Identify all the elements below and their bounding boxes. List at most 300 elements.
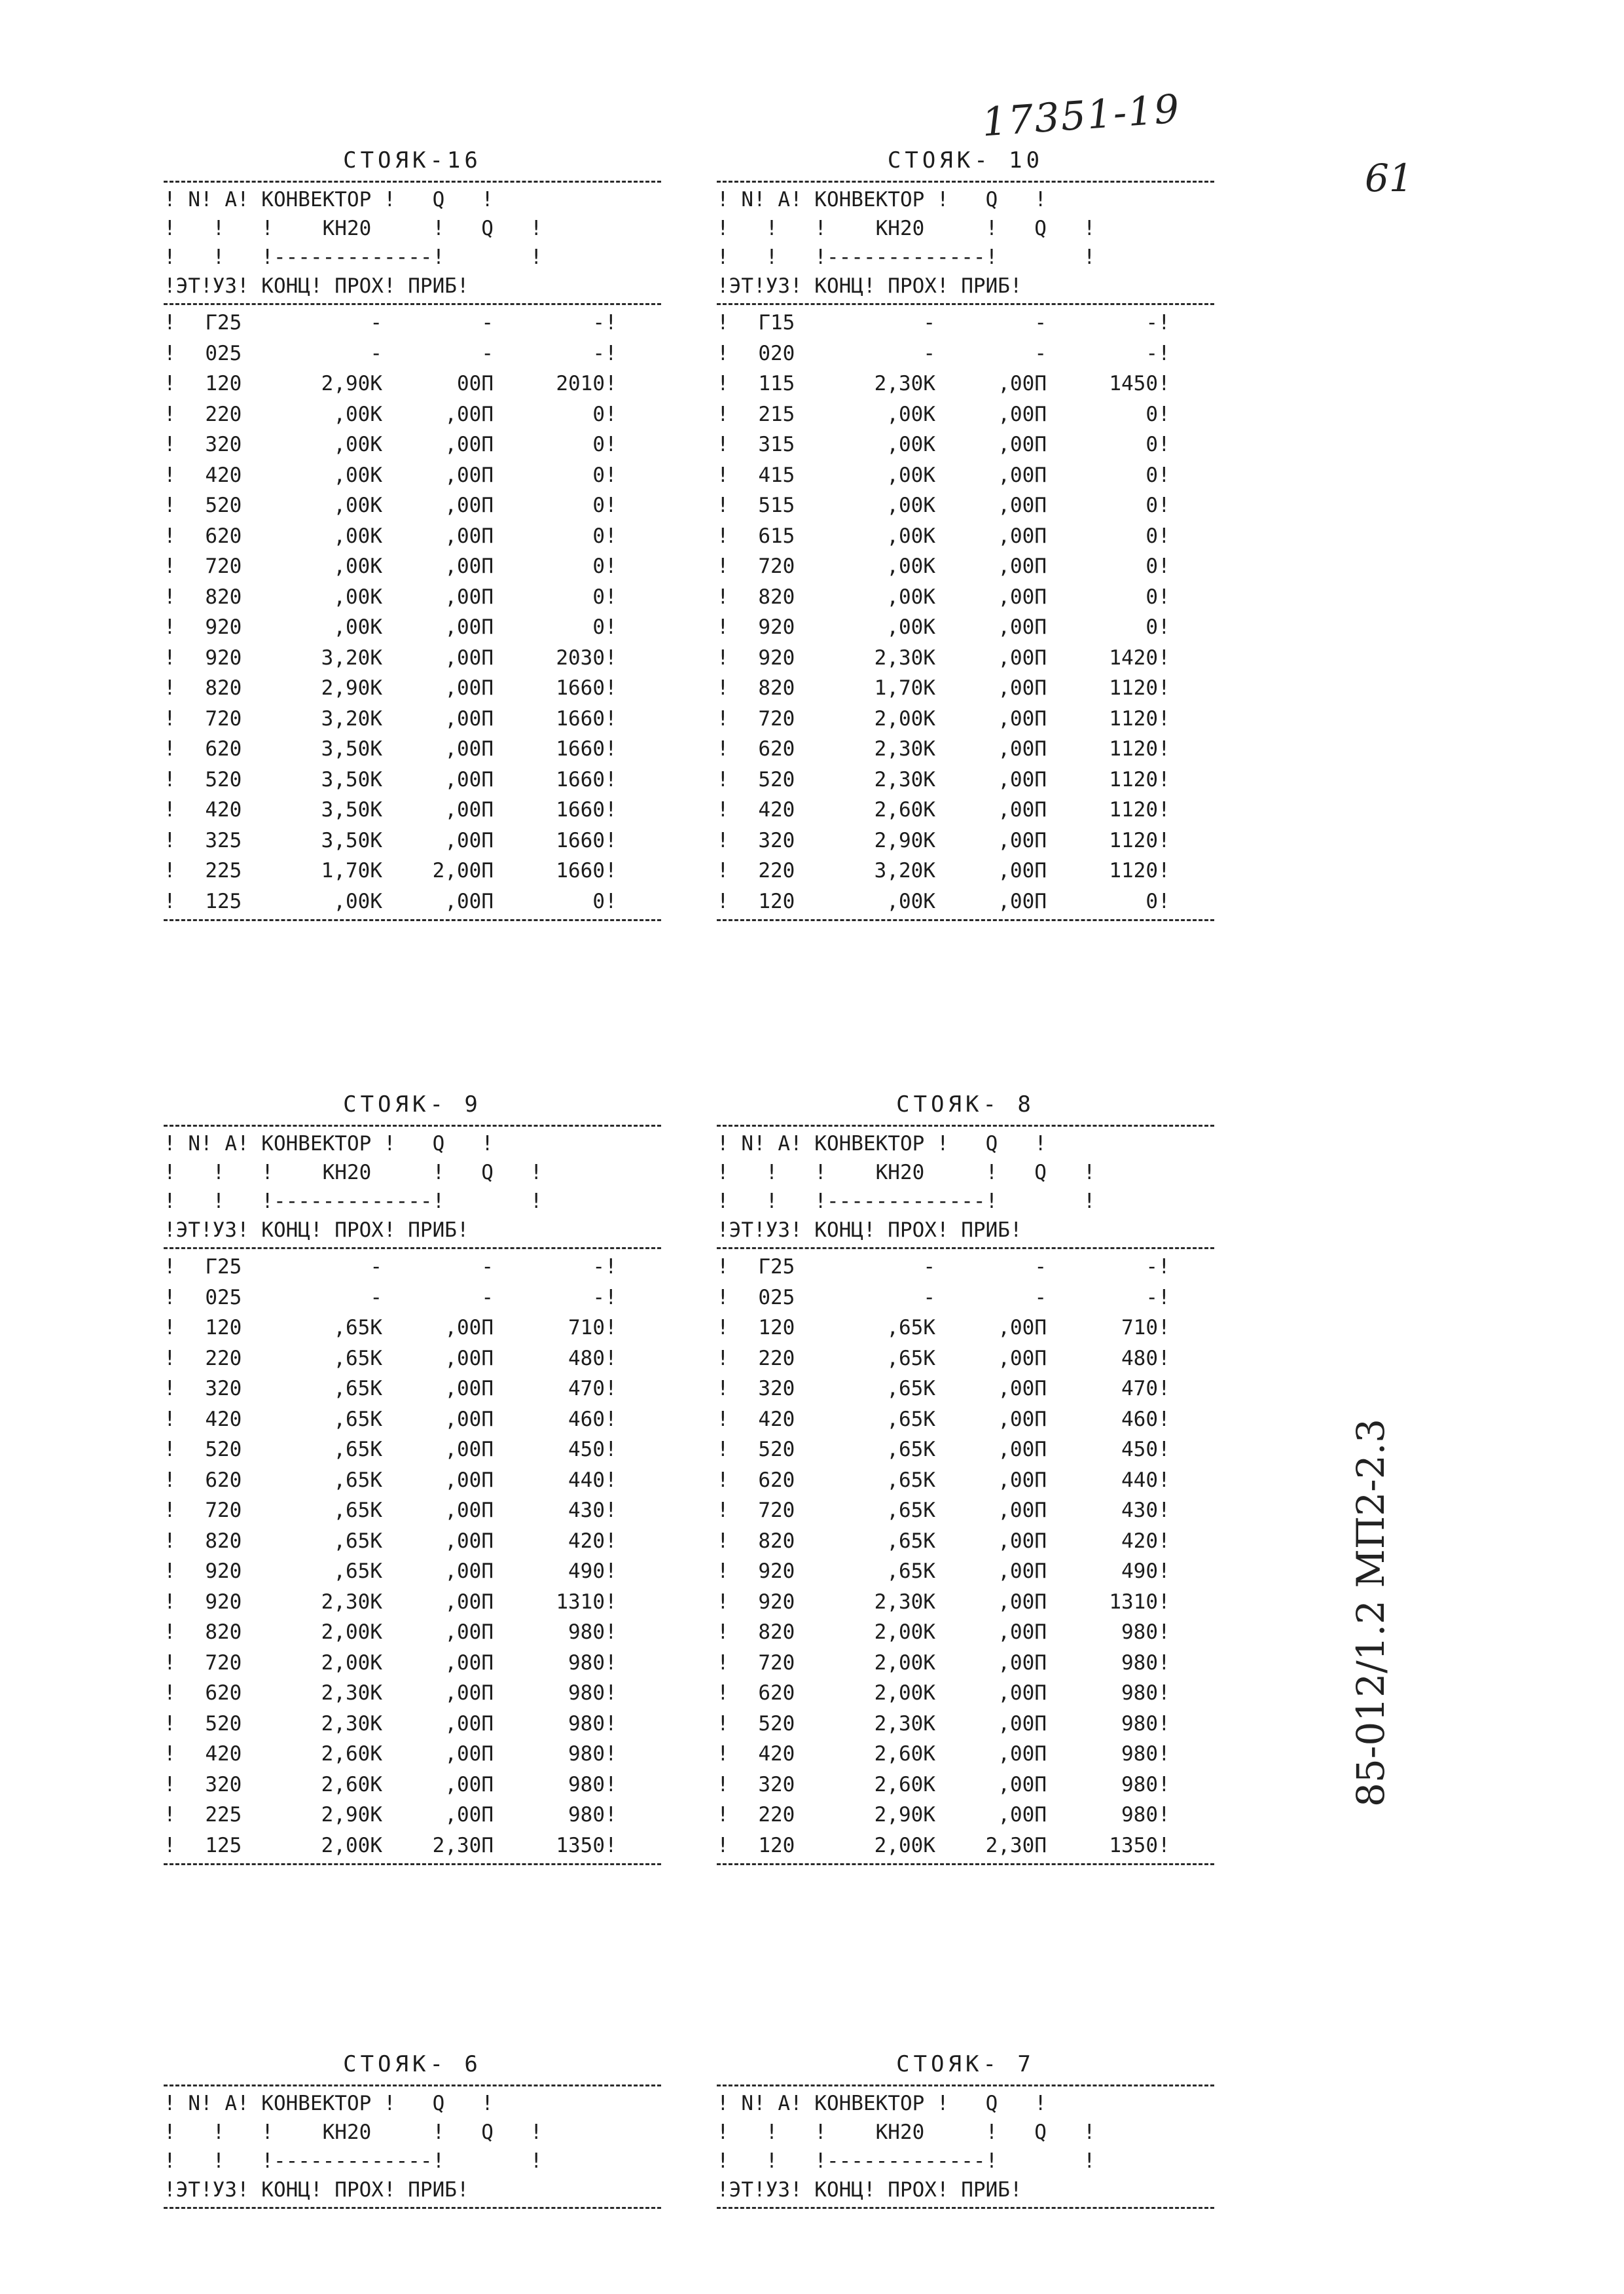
dashed-rule	[164, 303, 661, 305]
cell-floor: 8	[205, 1620, 217, 1644]
table-row	[164, 1800, 661, 1830]
row-pipe: !	[1158, 1833, 1170, 1857]
cell-node: 20	[217, 1407, 242, 1431]
cell-floor: 9	[205, 615, 217, 639]
cell-prib: 480	[1121, 1346, 1158, 1370]
row-pipe: !	[164, 311, 176, 335]
cell-node: 20	[217, 1742, 242, 1766]
cell-proh: ,00П	[444, 433, 494, 456]
cell-konc: 3,50К	[321, 828, 382, 852]
cell-proh: -	[481, 341, 494, 365]
cell-konc: -	[923, 311, 935, 335]
cell-floor: 9	[758, 1559, 770, 1583]
cell-floor: 7	[205, 1499, 217, 1522]
cell-prib: 490	[568, 1559, 605, 1583]
table-row	[717, 643, 1214, 674]
row-pipe: !	[717, 1772, 729, 1796]
row-pipe: !	[605, 798, 617, 822]
table-row	[164, 643, 661, 674]
row-pipe: !	[164, 341, 176, 365]
cell-proh: ,00П	[444, 1316, 494, 1339]
table-row	[164, 1526, 661, 1557]
row-pipe: !	[605, 1529, 617, 1553]
cell-floor: 2	[205, 859, 217, 883]
cell-prib: 980	[1121, 1681, 1158, 1705]
row-pipe: !	[1158, 1681, 1170, 1705]
row-pipe: !	[1158, 676, 1170, 700]
row-pipe: !	[1158, 555, 1170, 578]
row-pipe: !	[605, 585, 617, 609]
cell-prib: 1660	[556, 676, 605, 700]
cell-node: 25	[217, 311, 242, 335]
cell-node: 20	[217, 1316, 242, 1339]
cell-prib: 980	[1121, 1711, 1158, 1736]
cell-konc: 2,00К	[321, 1620, 382, 1644]
cell-floor: 6	[205, 1468, 217, 1492]
cell-node: 20	[770, 1438, 795, 1461]
cell-node: 20	[217, 1620, 242, 1644]
cell-prib: 1120	[1109, 859, 1158, 883]
row-pipe: !	[605, 859, 617, 883]
cell-node: 20	[770, 1742, 795, 1766]
cell-floor: 3	[758, 1377, 770, 1400]
cell-proh: ,00П	[998, 1681, 1047, 1705]
cell-floor: 4	[758, 1742, 770, 1766]
cell-konc: 2,60К	[321, 1742, 382, 1766]
dashed-rule	[717, 1125, 1214, 1127]
cell-floor: 3	[205, 1377, 217, 1400]
cell-konc: ,00К	[333, 402, 382, 426]
table-row	[164, 1495, 661, 1526]
cell-prib: 1450	[1109, 372, 1158, 395]
cell-konc: 2,90К	[321, 1803, 382, 1827]
header-line-1: ! N! A! КОНВЕКТОР ! Q !	[164, 188, 494, 211]
cell-node: 25	[217, 828, 242, 852]
cell-proh: ,00П	[998, 585, 1047, 609]
row-pipe: !	[164, 494, 176, 517]
cell-proh: ,00П	[444, 1377, 494, 1400]
dashed-rule	[717, 2085, 1214, 2086]
cell-node: 20	[770, 646, 795, 670]
row-pipe: !	[1158, 1468, 1170, 1492]
row-pipe: !	[164, 372, 176, 395]
cell-floor: 2	[758, 1346, 770, 1370]
cell-prib: 1660	[556, 828, 605, 852]
header-line-1: ! N! A! КОНВЕКТОР ! Q !	[717, 1132, 1047, 1156]
row-pipe: !	[1158, 1255, 1170, 1279]
cell-prib: 1120	[1109, 706, 1158, 731]
row-pipe: !	[1158, 646, 1170, 670]
row-pipe: !	[1158, 1650, 1170, 1675]
cell-node: 15	[770, 402, 795, 426]
cell-proh: ,00П	[444, 1559, 494, 1583]
cell-prib: 0	[592, 585, 605, 609]
row-pipe: !	[605, 1468, 617, 1492]
row-pipe: !	[1158, 1346, 1170, 1370]
cell-konc: ,65К	[886, 1377, 935, 1400]
cell-konc: ,00К	[886, 585, 935, 609]
row-pipe: !	[605, 311, 617, 335]
row-pipe: !	[164, 585, 176, 609]
cell-node: 20	[217, 402, 242, 426]
cell-prib: 1660	[556, 859, 605, 883]
cell-prib: 0	[1146, 555, 1158, 578]
cell-prib: 470	[1121, 1377, 1158, 1400]
cell-prib: 0	[1146, 889, 1158, 913]
dashed-rule	[164, 1863, 661, 1865]
cell-node: 20	[770, 1772, 795, 1796]
cell-floor: 2	[205, 1346, 217, 1370]
table-row	[164, 369, 661, 399]
cell-floor: 8	[758, 676, 770, 700]
header-line-1: ! N! A! КОНВЕКТОР ! Q !	[717, 188, 1047, 211]
row-pipe: !	[605, 402, 617, 426]
cell-proh: ,00П	[998, 555, 1047, 578]
cell-floor: 9	[205, 1559, 217, 1583]
cell-floor: 7	[205, 706, 217, 731]
row-pipe: !	[1158, 1316, 1170, 1339]
cell-floor: 6	[205, 737, 217, 761]
cell-proh: ,00П	[998, 402, 1047, 426]
cell-proh: ,00П	[444, 798, 494, 822]
table-row	[717, 704, 1214, 735]
cell-proh: ,00П	[444, 1772, 494, 1796]
table-stoyak-7	[717, 2048, 1214, 2212]
cell-konc: 2,30К	[321, 1711, 382, 1736]
cell-floor: 4	[758, 463, 770, 487]
table-row	[717, 1556, 1214, 1587]
cell-konc: 2,60К	[321, 1772, 382, 1796]
table-row	[717, 1495, 1214, 1526]
cell-proh: ,00П	[998, 798, 1047, 822]
cell-proh: ,00П	[998, 706, 1047, 731]
row-pipe: !	[717, 433, 729, 456]
table-row	[717, 1404, 1214, 1435]
cell-node: 20	[770, 1377, 795, 1400]
row-pipe: !	[164, 1438, 176, 1461]
cell-floor: 7	[758, 1650, 770, 1675]
cell-floor: 6	[758, 1681, 770, 1705]
cell-proh: ,00П	[444, 1620, 494, 1644]
row-pipe: !	[164, 737, 176, 761]
cell-node: 20	[770, 859, 795, 883]
table-stoyak-16	[164, 144, 661, 924]
dashed-rule	[164, 2085, 661, 2086]
row-pipe: !	[605, 1803, 617, 1827]
row-pipe: !	[605, 524, 617, 548]
table-row	[717, 1526, 1214, 1557]
cell-prib: -	[1146, 311, 1158, 335]
cell-floor: 1	[205, 1833, 217, 1857]
table-row	[164, 308, 661, 338]
cell-node: 20	[217, 372, 242, 395]
row-pipe: !	[605, 646, 617, 670]
cell-proh: ,00П	[444, 828, 494, 852]
row-pipe: !	[1158, 372, 1170, 395]
cell-konc: 2,90К	[874, 828, 935, 852]
row-pipe: !	[605, 1711, 617, 1736]
cell-proh: ,00П	[998, 1468, 1047, 1492]
table-row	[164, 1434, 661, 1465]
cell-node: 20	[217, 646, 242, 670]
table-row	[717, 886, 1214, 917]
dashed-rule	[717, 919, 1214, 921]
cell-node: 15	[770, 372, 795, 395]
row-pipe: !	[1158, 585, 1170, 609]
row-pipe: !	[1158, 1377, 1170, 1400]
table-row	[164, 1678, 661, 1709]
cell-node: 20	[217, 1377, 242, 1400]
cell-prib: 710	[1121, 1316, 1158, 1339]
cell-floor: 7	[758, 1499, 770, 1522]
row-pipe: !	[164, 889, 176, 913]
cell-konc: 3,20К	[321, 706, 382, 731]
row-pipe: !	[164, 433, 176, 456]
cell-proh: ,00П	[444, 1346, 494, 1370]
cell-proh: ,00П	[998, 524, 1047, 548]
cell-proh: ,00П	[998, 859, 1047, 883]
cell-floor: 5	[758, 494, 770, 517]
dashed-rule	[717, 181, 1214, 183]
cell-node: 20	[217, 615, 242, 639]
cell-floor: 6	[758, 524, 770, 548]
row-pipe: !	[717, 706, 729, 731]
cell-konc: 2,90К	[321, 372, 382, 395]
cell-proh: ,00П	[998, 1407, 1047, 1431]
row-pipe: !	[164, 402, 176, 426]
row-pipe: !	[164, 1255, 176, 1279]
cell-floor: 2	[758, 859, 770, 883]
cell-konc: ,65К	[333, 1377, 382, 1400]
row-pipe: !	[717, 1407, 729, 1431]
cell-floor: 7	[205, 555, 217, 578]
dashed-rule	[717, 1863, 1214, 1865]
cell-proh: ,00П	[444, 737, 494, 761]
table-row	[717, 1770, 1214, 1800]
cell-proh: ,00П	[998, 1438, 1047, 1461]
cell-floor: 8	[205, 676, 217, 700]
cell-proh: ,00П	[444, 555, 494, 578]
cell-floor: 7	[758, 555, 770, 578]
cell-konc: 3,50К	[321, 737, 382, 761]
header-line-3: ! ! !-------------! !	[164, 2149, 543, 2173]
cell-prib: 1660	[556, 706, 605, 731]
cell-konc: -	[370, 1285, 382, 1309]
cell-prib: 980	[568, 1681, 605, 1705]
row-pipe: !	[164, 828, 176, 852]
table-row	[164, 429, 661, 460]
cell-prib: 0	[1146, 433, 1158, 456]
cell-node: 20	[217, 1590, 242, 1614]
cell-prib: 2030	[556, 646, 605, 670]
cell-konc: 2,30К	[874, 646, 935, 670]
cell-prib: -	[592, 311, 605, 335]
header-line-1: ! N! A! КОНВЕКТОР ! Q !	[164, 2092, 494, 2115]
row-pipe: !	[164, 1316, 176, 1339]
row-pipe: !	[164, 1620, 176, 1644]
cell-node: 20	[770, 1650, 795, 1675]
cell-node: 20	[770, 1803, 795, 1827]
cell-konc: 2,30К	[874, 737, 935, 761]
cell-floor: 9	[205, 1590, 217, 1614]
cell-floor: 4	[758, 798, 770, 822]
header-line-2: ! ! ! КН20 ! Q !	[717, 1161, 1096, 1184]
cell-proh: ,00П	[444, 463, 494, 487]
cell-prib: 1310	[556, 1590, 605, 1614]
cell-konc: ,00К	[333, 889, 382, 913]
row-pipe: !	[164, 1468, 176, 1492]
row-pipe: !	[605, 1255, 617, 1279]
cell-prib: 420	[568, 1529, 605, 1553]
cell-floor: 4	[205, 1742, 217, 1766]
cell-prib: 980	[568, 1650, 605, 1675]
cell-floor: 1	[205, 372, 217, 395]
header-line-2: ! ! ! КН20 ! Q !	[717, 217, 1096, 240]
header-line-4: !ЭТ!УЗ! КОНЦ! ПРОХ! ПРИБ!	[164, 1218, 469, 1242]
row-pipe: !	[605, 1285, 617, 1309]
cell-node: 25	[217, 341, 242, 365]
cell-node: 20	[770, 1316, 795, 1339]
cell-floor: 8	[758, 1620, 770, 1644]
table-row	[164, 582, 661, 613]
cell-floor: 4	[758, 1407, 770, 1431]
cell-proh: -	[481, 311, 494, 335]
row-pipe: !	[717, 341, 729, 365]
row-pipe: !	[164, 1772, 176, 1796]
row-pipe: !	[164, 463, 176, 487]
cell-floor: 3	[205, 828, 217, 852]
row-pipe: !	[605, 372, 617, 395]
table-stoyak-6	[164, 2048, 661, 2212]
cell-proh: -	[1034, 341, 1047, 365]
cell-node: 20	[217, 1711, 242, 1736]
cell-konc: -	[370, 311, 382, 335]
cell-node: 20	[770, 1620, 795, 1644]
cell-prib: -	[1146, 1255, 1158, 1279]
row-pipe: !	[717, 1742, 729, 1766]
cell-floor: 9	[758, 646, 770, 670]
cell-node: 25	[217, 1285, 242, 1309]
row-pipe: !	[717, 585, 729, 609]
row-pipe: !	[605, 767, 617, 792]
cell-proh: ,00П	[444, 402, 494, 426]
cell-floor: 5	[205, 1711, 217, 1736]
cell-konc: 2,30К	[321, 1590, 382, 1614]
table-row	[164, 673, 661, 704]
cell-konc: ,00К	[886, 524, 935, 548]
dashed-rule	[164, 919, 661, 921]
cell-prib: 0	[592, 402, 605, 426]
row-pipe: !	[164, 1803, 176, 1827]
table-row	[717, 308, 1214, 338]
cell-prib: 0	[592, 494, 605, 517]
cell-prib: 1660	[556, 798, 605, 822]
row-pipe: !	[1158, 1407, 1170, 1431]
cell-node: 20	[770, 1529, 795, 1553]
row-pipe: !	[1158, 311, 1170, 335]
table-row	[164, 1830, 661, 1861]
table-stoyak-8	[717, 1088, 1214, 1868]
cell-node: 20	[770, 1559, 795, 1583]
table-row	[164, 1617, 661, 1648]
cell-konc: 2,30К	[874, 767, 935, 792]
cell-node: 20	[770, 585, 795, 609]
header-line-4: !ЭТ!УЗ! КОНЦ! ПРОХ! ПРИБ!	[717, 274, 1022, 298]
table-row	[164, 1465, 661, 1496]
cell-node: 20	[217, 1681, 242, 1705]
cell-konc: ,65К	[333, 1407, 382, 1431]
table-row	[717, 429, 1214, 460]
table-row	[717, 338, 1214, 369]
side-designation-code: 85-012/1.2 МП2-2.3	[1348, 1418, 1393, 1807]
cell-proh: ,00П	[444, 676, 494, 700]
table-row	[164, 460, 661, 491]
cell-node: 20	[770, 555, 795, 578]
row-pipe: !	[605, 1833, 617, 1857]
cell-proh: 2,00П	[432, 859, 494, 883]
cell-konc: ,65К	[886, 1529, 935, 1553]
cell-konc: 3,20К	[321, 646, 382, 670]
cell-prib: 480	[568, 1346, 605, 1370]
row-pipe: !	[605, 737, 617, 761]
cell-node: 20	[217, 798, 242, 822]
cell-proh: ,00П	[444, 1468, 494, 1492]
cell-proh: ,00П	[444, 706, 494, 731]
row-pipe: !	[1158, 737, 1170, 761]
row-pipe: !	[164, 676, 176, 700]
dashed-rule	[717, 1247, 1214, 1249]
cell-floor: 3	[205, 1772, 217, 1796]
cell-prib: 1350	[1109, 1833, 1158, 1857]
cell-node: 25	[770, 1285, 795, 1309]
cell-konc: 3,50К	[321, 798, 382, 822]
cell-konc: 2,00К	[874, 1650, 935, 1675]
row-pipe: !	[605, 1377, 617, 1400]
cell-konc: 2,60К	[874, 1772, 935, 1796]
cell-floor: 8	[205, 585, 217, 609]
cell-proh: ,00П	[444, 1681, 494, 1705]
cell-floor: Г	[758, 1255, 770, 1279]
cell-konc: 2,00К	[874, 1620, 935, 1644]
table-row	[717, 460, 1214, 491]
cell-proh: ,00П	[998, 494, 1047, 517]
table-row	[717, 673, 1214, 704]
cell-konc: ,65К	[886, 1346, 935, 1370]
table-title: СТОЯК- 6	[343, 2051, 482, 2077]
cell-proh: ,00П	[998, 889, 1047, 913]
table-row	[164, 490, 661, 521]
cell-proh: ,00П	[444, 767, 494, 792]
cell-konc: -	[923, 1285, 935, 1309]
cell-node: 20	[217, 494, 242, 517]
row-pipe: !	[164, 1742, 176, 1766]
table-row	[717, 1343, 1214, 1374]
cell-node: 20	[770, 1407, 795, 1431]
cell-floor: 1	[205, 1316, 217, 1339]
row-pipe: !	[1158, 1529, 1170, 1553]
row-pipe: !	[605, 1620, 617, 1644]
cell-proh: ,00П	[444, 646, 494, 670]
cell-proh: ,00П	[998, 1559, 1047, 1583]
cell-konc: 3,50К	[321, 767, 382, 792]
cell-floor: 8	[758, 1529, 770, 1553]
cell-floor: 9	[205, 646, 217, 670]
cell-proh: ,00П	[998, 615, 1047, 639]
cell-floor: 6	[205, 1681, 217, 1705]
cell-node: 20	[770, 706, 795, 731]
row-pipe: !	[1158, 889, 1170, 913]
cell-proh: ,00П	[998, 1711, 1047, 1736]
